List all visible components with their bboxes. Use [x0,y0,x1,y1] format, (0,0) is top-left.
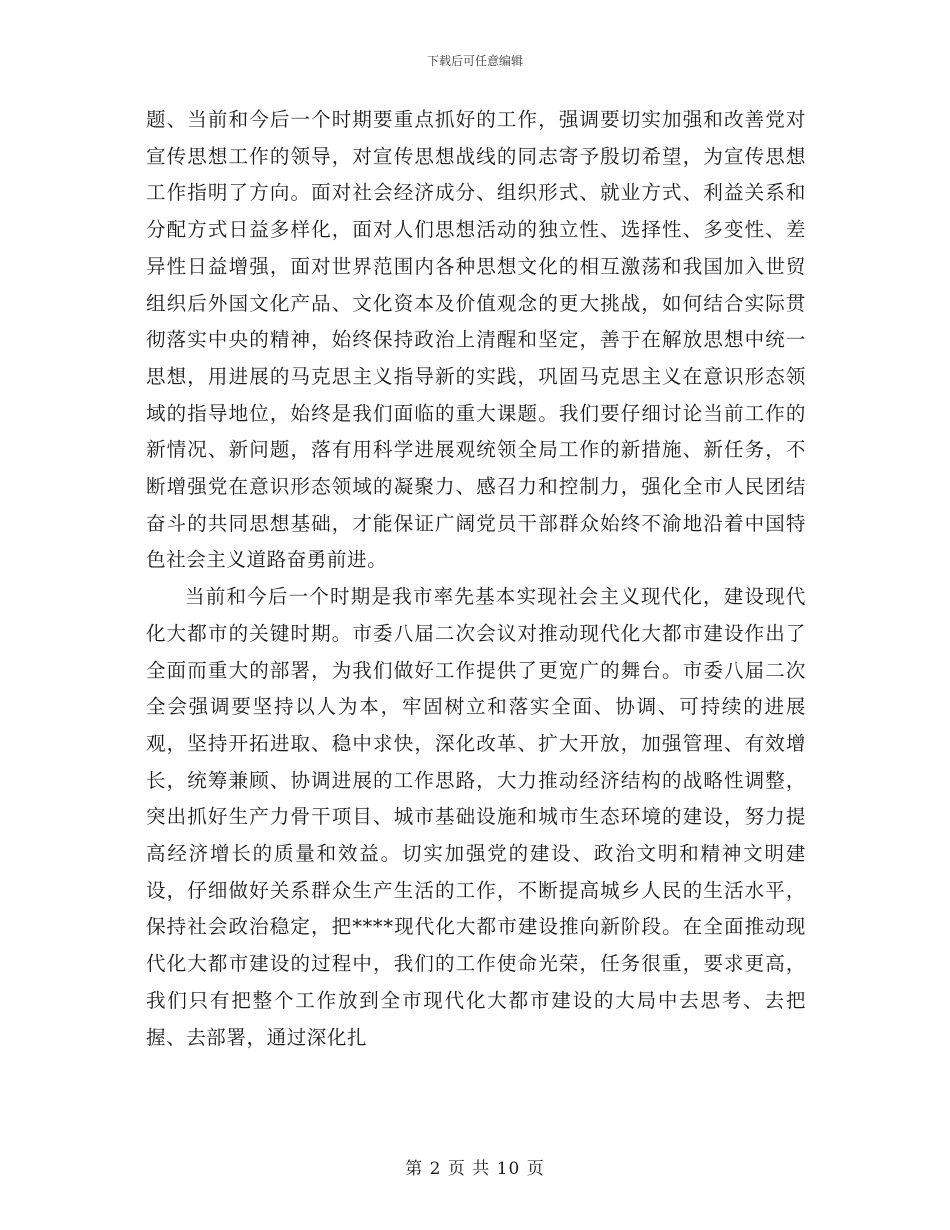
paragraph-1: 题、当前和今后一个时期要重点抓好的工作，强调要切实加强和改善党对宣传思想工作的领导，对宣传思想战线的同志寄予殷切希望，为宣传思想工作指明了方向。面对社会经济成分、组织形式、就业方式、利益关系和分配方式日益多样化，面对人们思想活动的独立性、选择性、多变性、差异性日益增强，面对世界范围内各种思想文化的相互激荡和我国加入世贸组织后外国文化产品、文化资本及价值观念的更大挑战，如何结合实际贯彻落实中央的精神，始终保持政治上清醒和坚定，善于在解放思想中统一思想，用进展的马克思主义指导新的实践，巩固马克思主义在意识形态领域的指导地位，始终是我们面临的重大课题。我们要仔细讨论当前工作的新情况、新问题，落有用科学进展观统领全局工作的新措施、新任务，不断增强党在意识形态领域的凝聚力、感召力和控制力，强化全市人民团结奋斗的共同思想基础，才能保证广阔党员干部群众始终不渝地沿着中国特色社会主义道路奋勇前进。 [146,108,806,572]
page-number: 第 2 页 共 10 页 [405,1159,545,1179]
paragraph-2: 当前和今后一个时期是我市率先基本实现社会主义现代化，建设现代化大都市的关键时期。市委八届二次会议对推动现代化大都市建设作出了全面而重大的部署，为我们做好工作提供了更宽广的舞台。市委八届二次全会强调要坚持以人为本，牢固树立和落实全面、协调、可持续的进展观，坚持开拓进取、稳中求快，深化改革、扩大开放，加强管理、有效增长，统筹兼顾、协调进展的工作思路，大力推动经济结构的战略性调整，突出抓好生产力骨干项目、城市基础设施和城市生态环境的建设，努力提高经济增长的质量和效益。切实加强党的建设、政治文明和精神文明建设，仔细做好关系群众生产生活的工作，不断提高城乡人民的生活水平，保持社会政治稳定，把****现代化大都市建设推向新阶段。在全面推动现代化大都市建设的过程中，我们的工作使命光荣，任务很重，要求更高，我们只有把整个工作放到全市现代化大都市建设的大局中去思考、去把握、去部署，通过深化扎 [146,585,806,1049]
page-header: 下载后可任意编辑 [426,54,523,68]
document-body [146,102,806,1056]
